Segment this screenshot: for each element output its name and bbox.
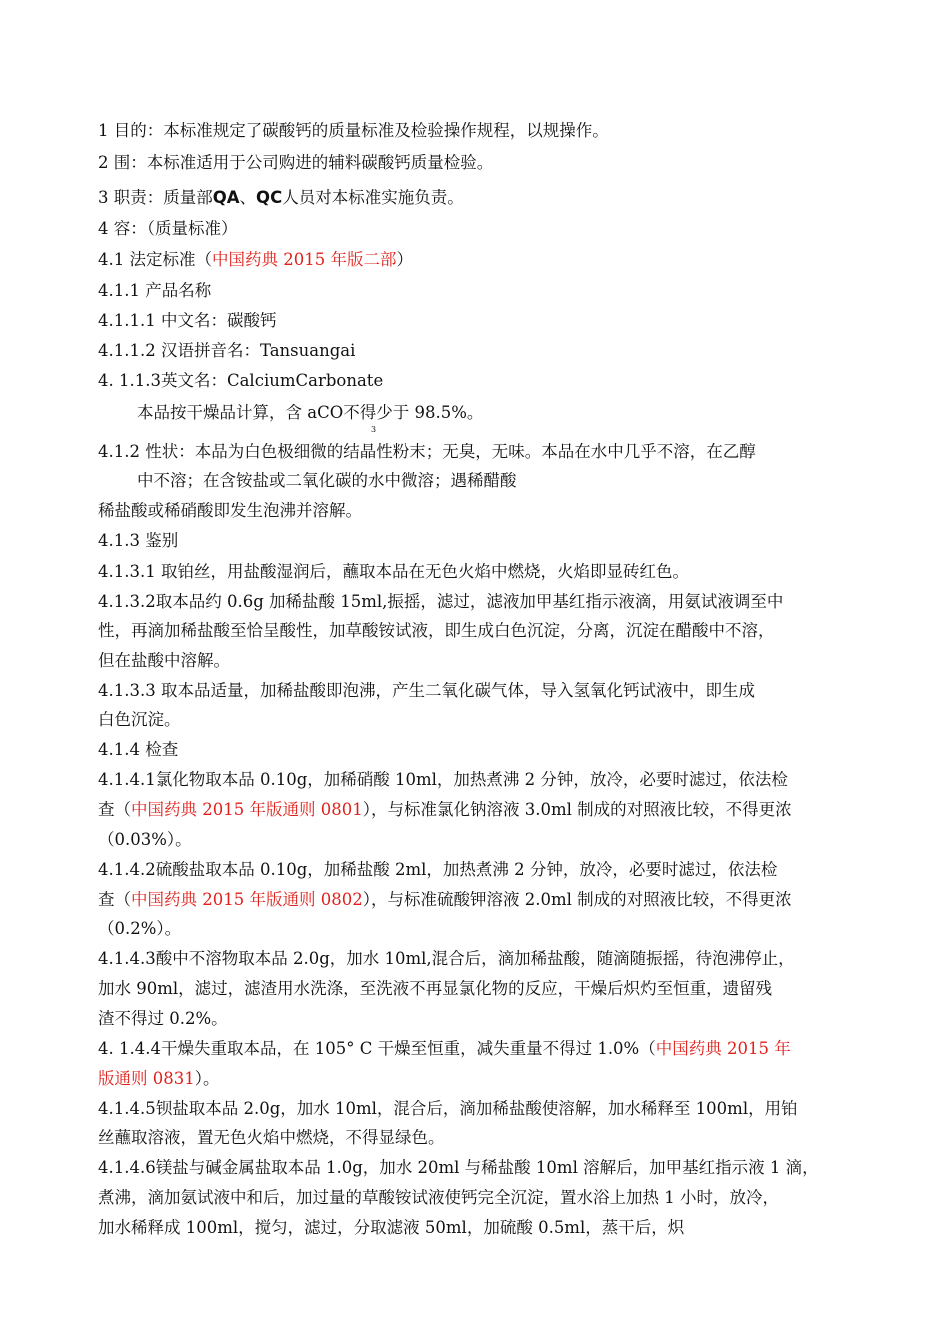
loss-on-drying-line-2: 版通则 0831）。	[98, 1069, 220, 1088]
sulfate-line-2: 查（中国药典 2015 年版通则 0802），与标准硫酸钾溶液 2.0ml 制成的对照液比较，不得更浓	[98, 890, 792, 909]
identification-1: 4.1.3.1 取铂丝，用盐酸湿润后，蘸取本品在无色火焰中燃烧，火焰即显砖红色。	[98, 562, 689, 581]
identification-3-line-1: 4.1.3.3 取本品适量，加稀盐酸即泡沸，产生二氧化碳气体，导入氢氧化钙试液中，即生成	[98, 681, 755, 700]
assay-content-line: 本品按干燥品计算，含 aCO不得少于 98.5%。	[137, 403, 484, 422]
subscript-three: 3	[371, 425, 377, 434]
properties-line-3: 稀盐酸或稀硝酸即发生泡沸并溶解。	[98, 501, 362, 520]
magnesium-line-1: 4.1.4.6镁盐与碱金属盐取本品 1.0g，加水 20ml 与稀盐酸 10ml 溶解后，加甲基红指示液 1 滴，	[98, 1158, 819, 1177]
identification-2-line-3: 但在盐酸中溶解。	[98, 651, 230, 670]
properties-line-1: 4.1.2 性状：本品为白色极细微的结晶性粉末；无臭，无味。本品在水中几乎不溶，在乙醇	[98, 442, 756, 461]
purpose-line: 1 目的：本标准规定了碳酸钙的质量标准及检验操作规程，以规操作。	[98, 121, 609, 140]
magnesium-line-3: 加水稀释成 100ml，搅匀，滤过，分取滤液 50ml，加硫酸 0.5ml，蒸干后，炽	[98, 1218, 685, 1237]
properties-line-2: 中不溶；在含铵盐或二氧化碳的水中微溶；遇稀醋酸	[137, 471, 517, 490]
identification-3-line-2: 白色沉淀。	[98, 710, 181, 729]
legal-standard-line: 4.1 法定标准（中国药典 2015 年版二部）	[98, 250, 413, 269]
responsibility-line: 3 职责：质量部QA、QC人员对本标准实施负责。	[98, 188, 464, 207]
magnesium-line-2: 煮沸，滴加氨试液中和后，加过量的草酸铵试液使钙完全沉淀，置水浴上加热 1 小时，放冷，	[98, 1188, 779, 1207]
sulfate-line-1: 4.1.4.2硫酸盐取本品 0.10g，加稀盐酸 2ml，加热煮沸 2 分钟，放冷，必要时滤过，依法检	[98, 860, 778, 879]
barium-line-2: 丝蘸取溶液，置无色火焰中燃烧，不得显绿色。	[98, 1128, 445, 1147]
sulfate-line-3: （0.2%）。	[98, 919, 182, 938]
inspection-heading: 4.1.4 检查	[98, 740, 179, 759]
product-name-heading: 4.1.1 产品名称	[98, 281, 212, 300]
chinese-name-line: 4.1.1.1 中文名：碳酸钙	[98, 311, 277, 330]
chloride-line-2: 查（中国药典 2015 年版通则 0801），与标准氯化钠溶液 3.0ml 制成的对照液比较，不得更浓	[98, 800, 792, 819]
barium-line-1: 4.1.4.5钡盐取本品 2.0g，加水 10ml，混合后，滴加稀盐酸使溶解，加水稀释至 100ml，用铂	[98, 1099, 798, 1118]
scope-line: 2 围：本标准适用于公司购进的辅料碳酸钙质量检验。	[98, 153, 494, 172]
content-heading: 4 容：（质量标准）	[98, 219, 238, 238]
pinyin-name-line: 4.1.1.2 汉语拼音名：Tansuangai	[98, 341, 356, 360]
chloride-line-1: 4.1.4.1氯化物取本品 0.10g，加稀硝酸 10ml，加热煮沸 2 分钟，放冷，必要时滤过，依法检	[98, 770, 788, 789]
identification-2-line-1: 4.1.3.2取本品约 0.6g 加稀盐酸 15ml,振摇，滤过，滤液加甲基红指示液滴，用氨试液调至中	[98, 592, 784, 611]
chloride-line-3: （0.03%）。	[98, 830, 192, 849]
loss-on-drying-line-1: 4. 1.4.4干燥失重取本品，在 105° C 干燥至恒重，减失重量不得过 1.0%（中国药典 2015 年	[98, 1039, 791, 1058]
identification-2-line-2: 性，再滴加稀盐酸至恰呈酸性，加草酸铵试液，即生成白色沉淀，分离，沉淀在醋酸中不溶，	[98, 621, 775, 640]
acid-insoluble-line-1: 4.1.4.3酸中不溶物取本品 2.0g，加水 10ml,混合后，滴加稀盐酸，随滴随振摇，待泡沸停止，	[98, 949, 795, 968]
english-name-line: 4. 1.1.3英文名：CalciumCarbonate	[98, 371, 384, 390]
acid-insoluble-line-2: 加水 90ml，滤过，滤渣用水洗涤，至洗液不再显氯化物的反应，干燥后炽灼至恒重，遗留残	[98, 979, 773, 998]
identification-heading: 4.1.3 鉴别	[98, 531, 179, 550]
acid-insoluble-line-3: 渣不得过 0.2%。	[98, 1009, 228, 1028]
